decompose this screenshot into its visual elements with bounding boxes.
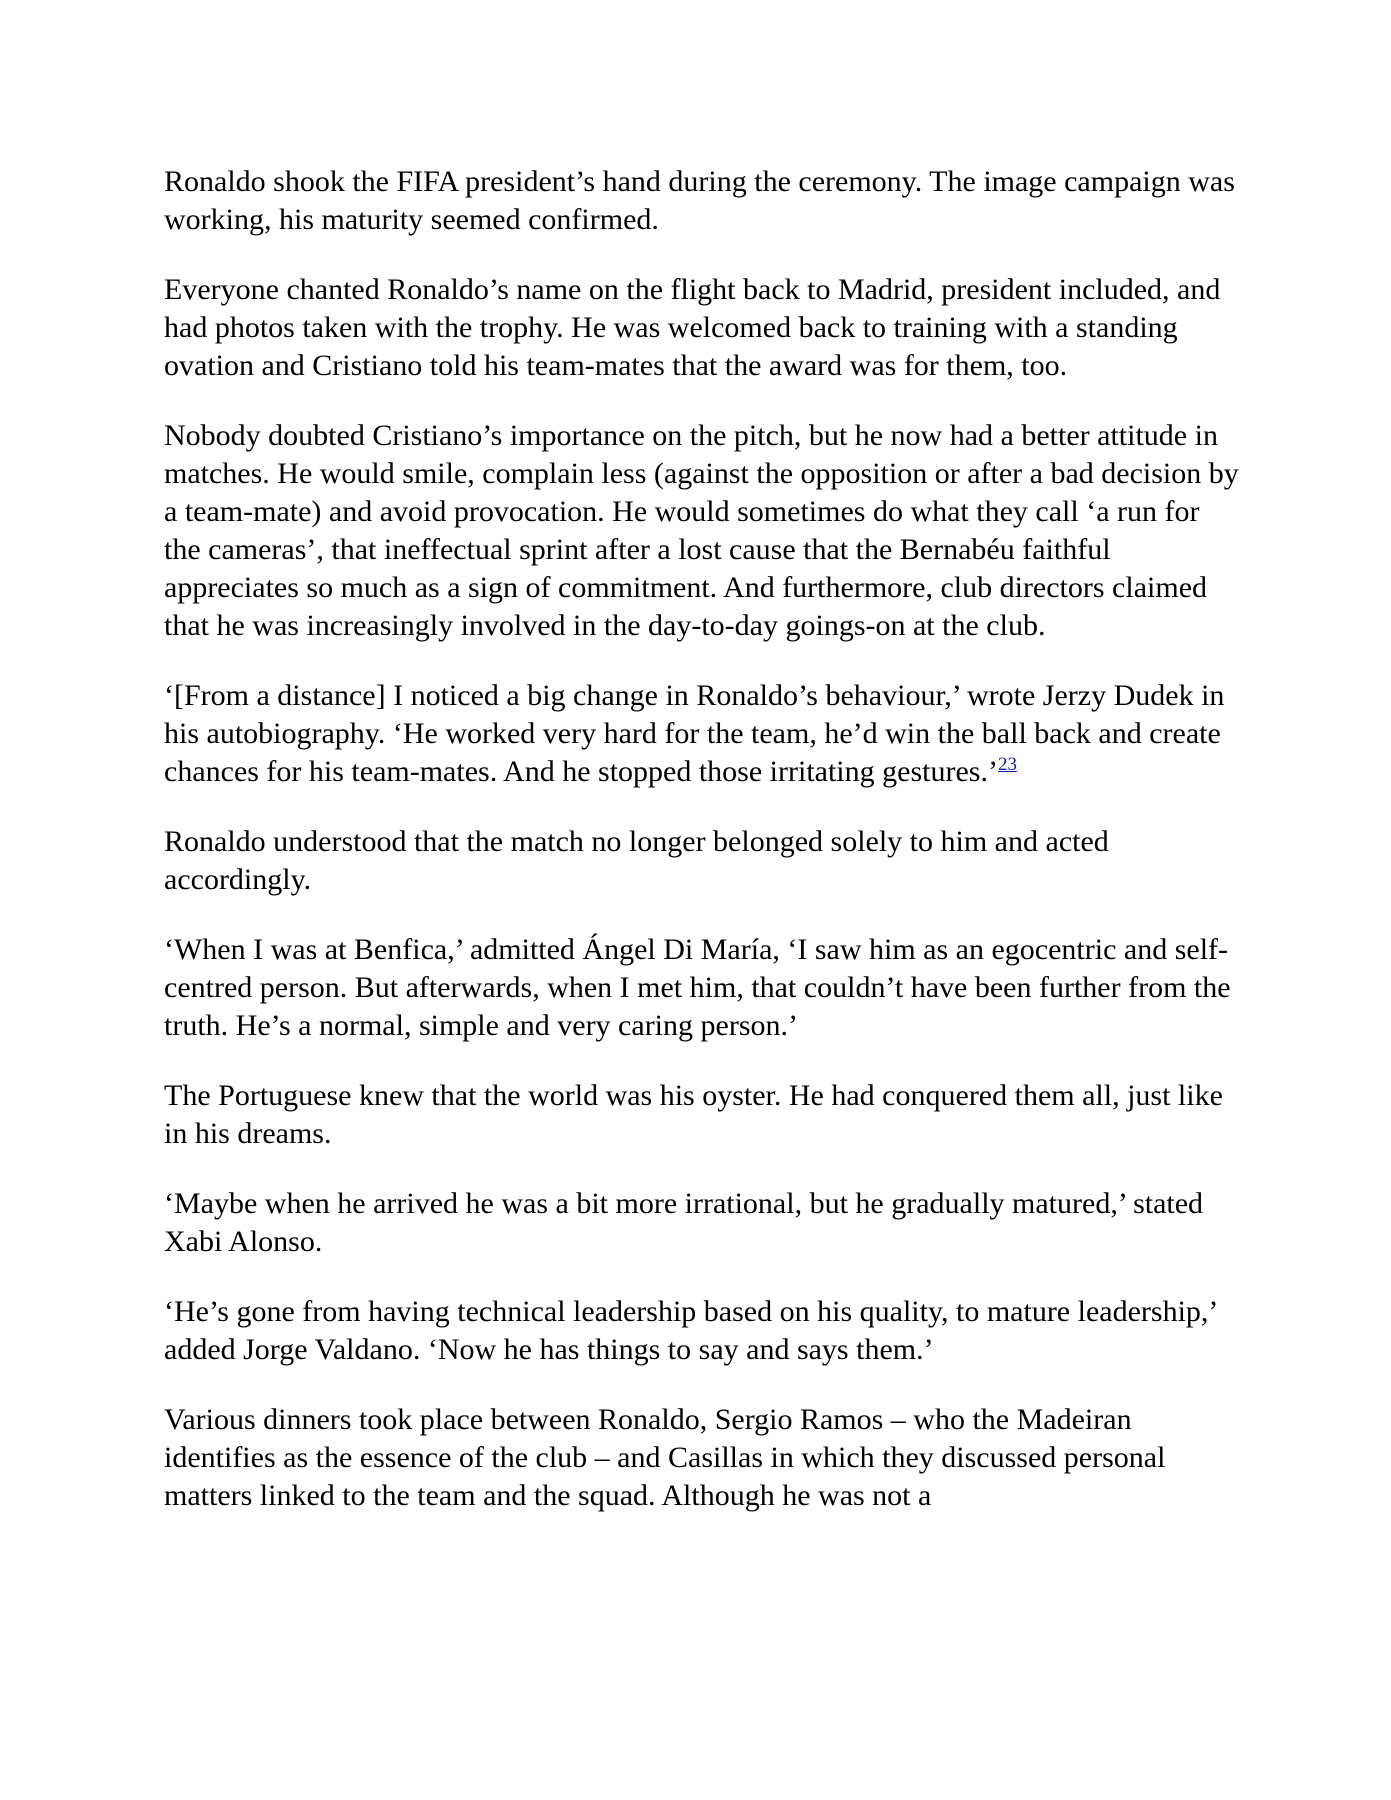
footnote-link[interactable]: 23 (997, 754, 1017, 775)
paragraph: Ronaldo understood that the match no longer belonged solely to him and acted accordingly. (164, 825, 1109, 896)
paragraph-with-footnote (164, 677, 1239, 791)
paragraph: ‘He’s gone from having technical leadership based on his quality, to mature leadership,’ added Jorge Valdano. ‘Now he has things to say and says them.’ (164, 1295, 1217, 1366)
paragraph: Ronaldo shook the FIFA president’s hand during the ceremony. The image campaign was working, his maturity seemed confirmed. (164, 165, 1235, 236)
paragraph: The Portuguese knew that the world was his oyster. He had conquered them all, just like in his dreams. (164, 1079, 1223, 1150)
paragraph: Everyone chanted Ronaldo’s name on the flight back to Madrid, president included, and had photos taken with the trophy. He was welcomed back to training with a standing ovation and Cristiano told his team-mates that the award was for them, too. (164, 273, 1221, 382)
paragraph: Nobody doubted Cristiano’s importance on the pitch, but he now had a better attitude in matches. He would smile, complain less (against the opposition or after a bad decision by a team-mate) and avoid provocation. He would sometimes do what they call ‘a run for the cameras’, that ineffectual sprint after a lost cause that the Bernabéu faithful appreciates so much as a sign of commitment. And furthermore, club directors claimed that he was increasingly involved in the day-to-day goings-on at the club. (164, 419, 1239, 642)
paragraph-text: ‘[From a distance] I noticed a big change in Ronaldo’s behaviour,’ wrote Jerzy Dudek in his autobiography. ‘He worked very hard for the team, he’d win the ball back and create chances for his team-mates. And he stopped those irritating gestures.’ (164, 679, 1225, 788)
paragraph: Various dinners took place between Ronaldo, Sergio Ramos – who the Madeiran identifies as the essence of the club – and Casillas in which they discussed personal matters linked to the team and the squad. Although he was not a (164, 1403, 1166, 1512)
body-text (164, 163, 1239, 1617)
paragraph: ‘When I was at Benfica,’ admitted Ángel Di María, ‘I saw him as an egocentric and self-centred person. But afterwards, when I met him, that couldn’t have been further from the truth. He’s a normal, simple and very caring person.’ (164, 933, 1231, 1042)
paragraph: ‘Maybe when he arrived he was a bit more irrational, but he gradually matured,’ stated Xabi Alonso. (164, 1187, 1204, 1258)
